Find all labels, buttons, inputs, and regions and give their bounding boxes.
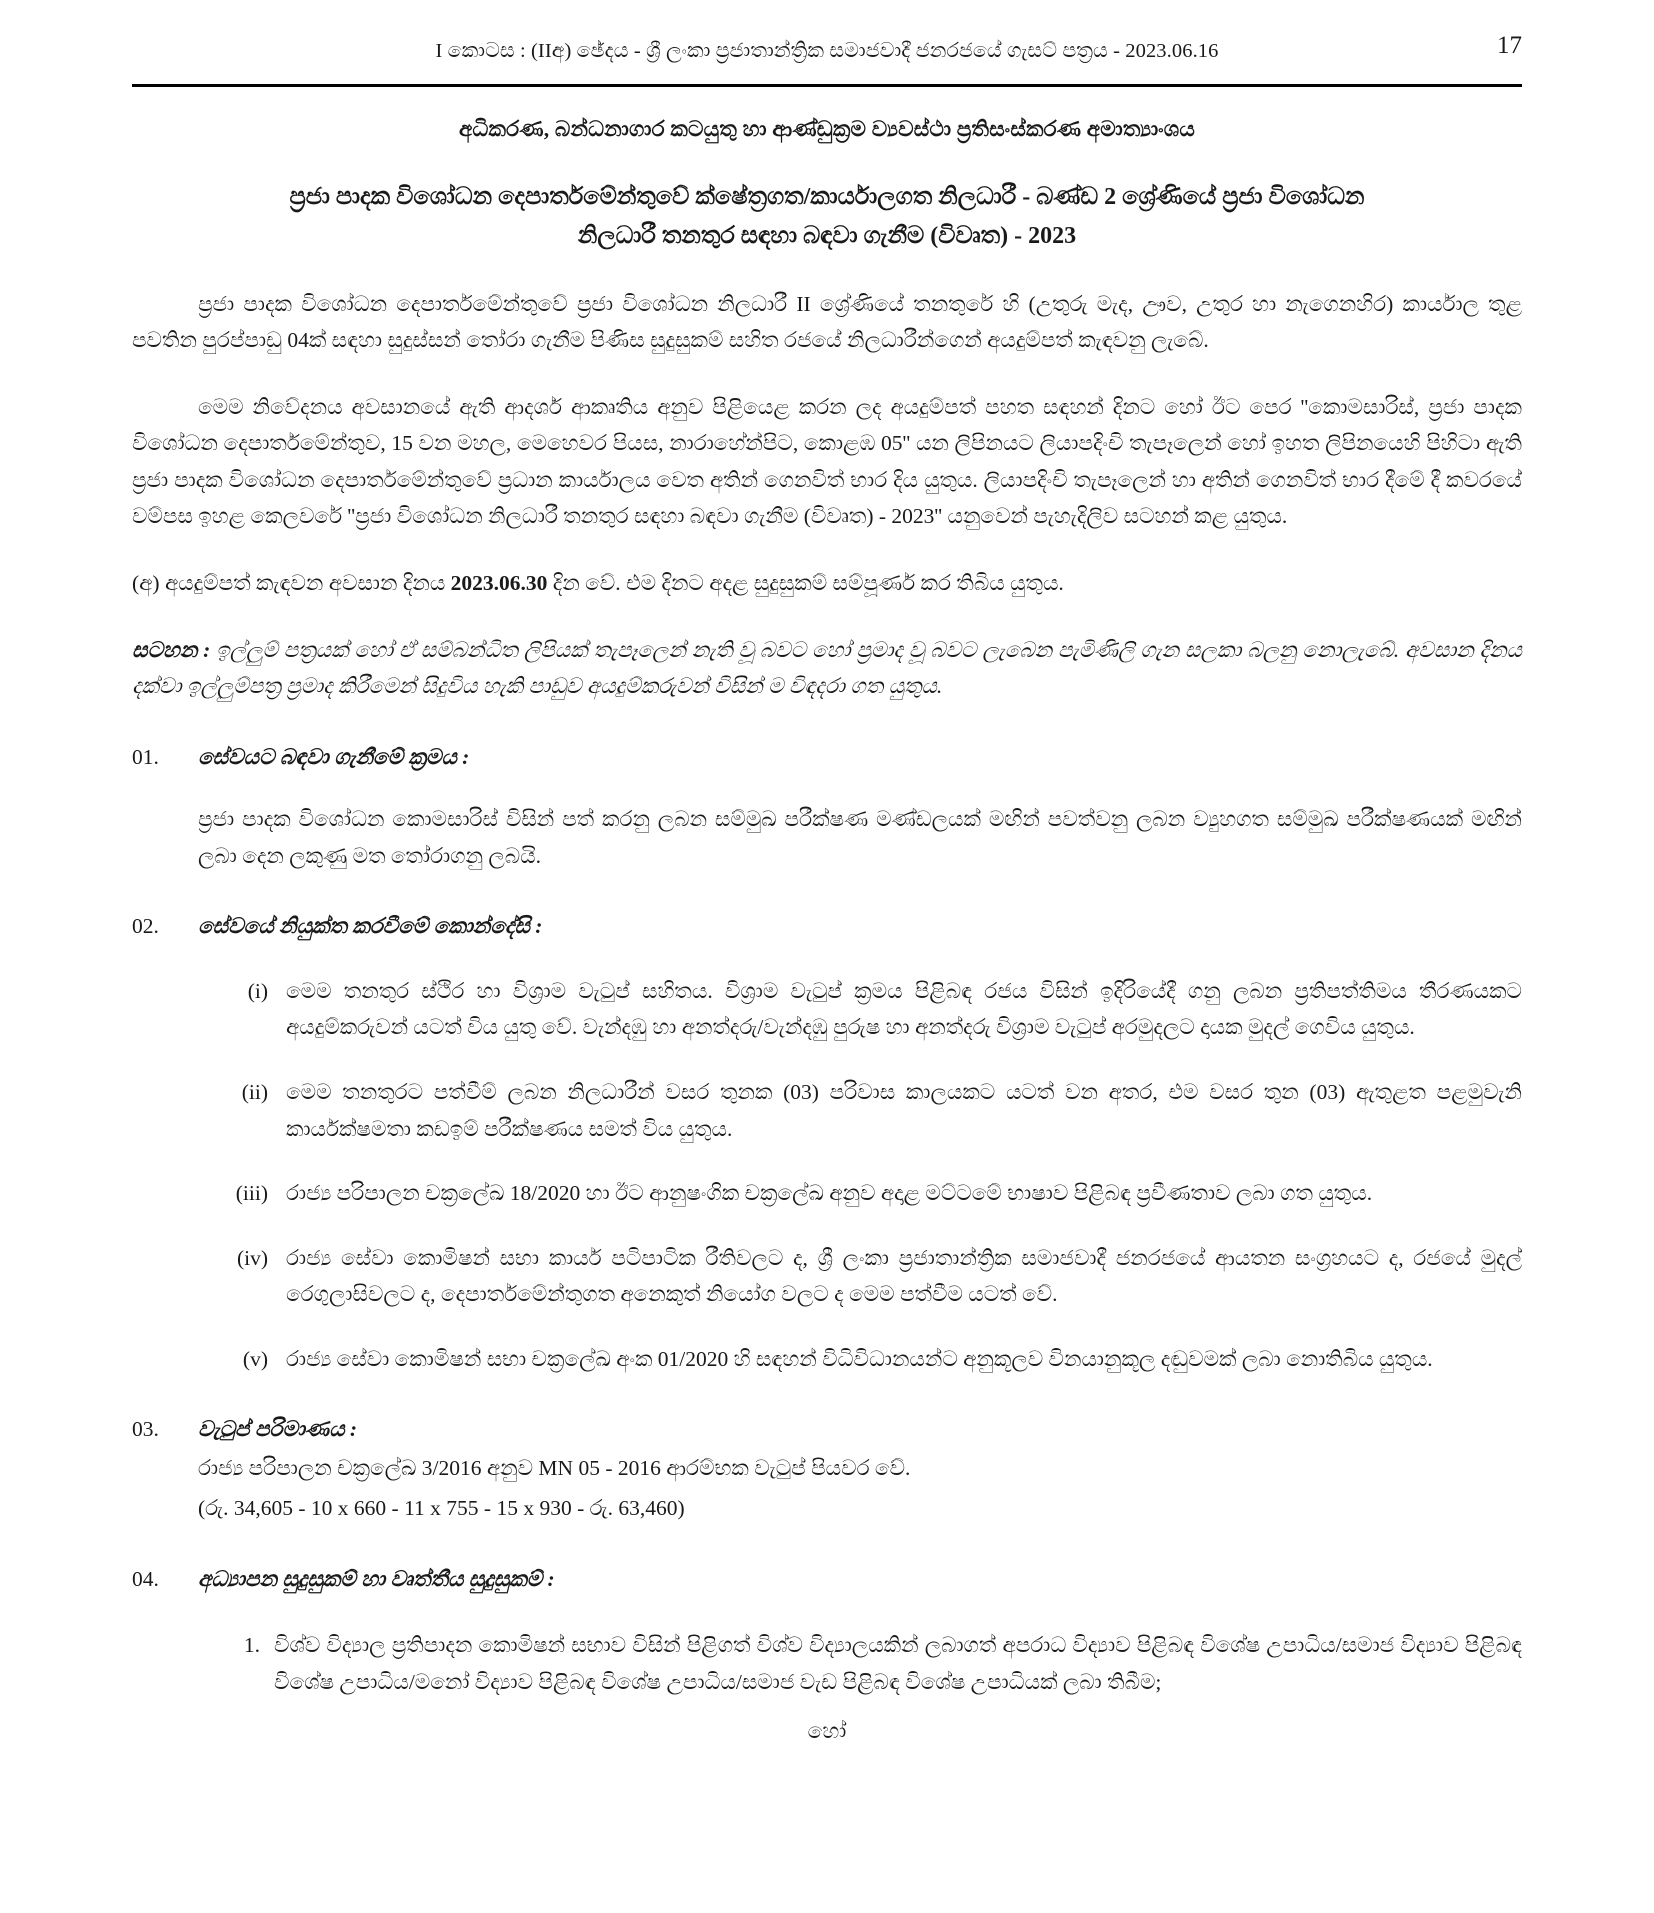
deadline-suffix: දින වේ. එම දිනට අදළ සුදුසුකම් සම්පූර්ණ කර තිබිය යුතුය. xyxy=(547,571,1064,596)
condition-marker-ii: (ii) xyxy=(241,1079,268,1104)
note-paragraph xyxy=(132,632,1522,705)
condition-text-ii: මෙම තනතුරට පත්වීම් ලබන නිලධාරීන් වසර තුනක (03) පරිවාස කාලයකට යටත් වන අතර, එම වසර තුන (03) ඇතුළත පළමුවැනි කාර්යක්ෂමතා කඩඉම් පරීක්ෂණය සමත් විය යුතුය. xyxy=(286,1079,1522,1141)
section-04 xyxy=(132,1561,1522,1598)
list-item xyxy=(228,973,1522,1046)
notice-title xyxy=(132,178,1522,256)
ministry-title: අධිකරණ, බන්ධනාගාර කටයුතු හා ආණ්ඩුක්‍රම ව්‍යවස්ථා ප්‍රතිසංස්කරණ අමාත්‍යාංශය xyxy=(458,117,1196,141)
list-item xyxy=(228,1175,1522,1212)
qualification-text-1: විශ්ව විද්‍යාල ප්‍රතිපාදන කොමිෂන් සභාව විසින් පිළිගත් විශ්ව විද්‍යාලයකින් ලබාගත් අපරාධ විද්‍යාව පිළිබඳ විශේෂ උපාධිය/සමාජ විද්‍යාව පිළිබඳ විශේෂ උපාධිය/මනෝ විද්‍යාව පිළිබඳ විශේෂ උපාධිය/සමාජ වැඩ පිළිබඳ විශේෂ උපාධියක් ලබා තිබීම; xyxy=(274,1633,1522,1694)
note-label: සටහන : xyxy=(132,637,211,662)
section-01-body: ප්‍රජා පාදක විශෝධන කොමසාරිස් විසින් පත් කරනු ලබන සම්මුඛ පරීක්ෂණ මණ්ඩලයක් මඟින් පවත්වනු ලබන ව්‍යුහගත සම්මුඛ පරීක්ෂණයක් මඟින් ලබා දෙන ලකුණු මත තෝරාගනු ලබයි. xyxy=(198,807,1522,868)
section-02-number: 02. xyxy=(132,914,159,939)
condition-marker-iii: (iii) xyxy=(235,1181,268,1206)
header-divider xyxy=(132,84,1522,87)
condition-text-iv: රාජ්‍ය සේවා කොමිෂන් සභා කාර්ය පටිපාටික රීතිවලට ද, ශ්‍රී ලංකා ප්‍රජාතාන්ත්‍රික සමාජවාදී ජනරජයේ ආයතන සංග්‍රහයට ද, රජයේ මුදල් රෙගුලාසිවලට ද, දෙපාර්තමේන්තුගත අනෙකුත් නියෝග වලට ද මෙම පත්වීම යටත් වේ. xyxy=(286,1245,1522,1307)
qualifications-list xyxy=(132,1627,1522,1700)
deadline-prefix: (අ) අයදුම්පත් කැඳවන අවසාන දිනය xyxy=(132,571,451,596)
list-item xyxy=(228,1341,1522,1378)
condition-text-i: මෙම තනතුර ස්ථිර හා විශ්‍රාම වැටුප් සහිතය. විශ්‍රාම වැටුප් ක්‍රමය පිළිබඳ රජය විසින් ඉදිරියේදී ගනු ලබන ප්‍රතිපත්තිමය තීරණයකට අයදුම්කරුවන් යටත් විය යුතු වේ. වැන්දඹු හා අනත්දරු/වැන්දඹු පුරුෂ හා අනත්දරු විශ්‍රාම වැටුප් අරමුදලට දායක මුදල් ගෙවිය යුතුය. xyxy=(286,978,1522,1040)
section-03-heading: වැටුප් පරිමාණය : xyxy=(198,1417,358,1442)
conditions-list xyxy=(132,973,1522,1377)
condition-text-v: රාජ්‍ය සේවා කොමිෂන් සභා චක්‍රලේඛ අංක 01/2020 හි සඳහන් විධිවිධානයන්ට අනුකූලව විනයානුකූල දඬුවමක් ලබා නොතිබිය යුතුය. xyxy=(286,1346,1433,1371)
intro-paragraph-1: ප්‍රජා පාදක විශෝධන දෙපාර්තමේන්තුවේ ප්‍රජා විශෝධන නිලධාරී II ශ්‍රේණියේ තනතුරේ හි (උතුරු මැද, ඌව, උතුර හා නැගෙනහිර) කාර්යාල තුළ පවතින පුරප්පාඩු 04ක් සඳහා සුදුස්සන් තෝරා ගැනීම පිණිස සුදුසුකම් සහිත රජයේ නිලධාරීන්ගෙන් අයදුම්පත් කැඳවනු ලැබේ. xyxy=(132,291,1522,353)
condition-marker-i: (i) xyxy=(247,978,268,1003)
notice-title-line-1: ප්‍රජා පාදක විශෝධන දෙපාර්තමේන්තුවේ ක්ෂේත්‍රගත/කාර්යාලගත නිලධාරී - බණ්ඩ 2 ශ්‍රේණියේ ප්‍රජා විශෝධන xyxy=(289,184,1365,210)
running-head-text: I කොටස : (IIඅ) ඡේදය - ශ්‍රී ලංකා ප්‍රජාතාන්ත්‍රික සමාජවාදී ජනරජයේ ගැසට් පත්‍රය - 2023.06.16 xyxy=(435,39,1219,62)
section-02 xyxy=(132,908,1522,945)
qualification-marker-1: 1. xyxy=(243,1633,260,1658)
condition-marker-iv: (iv) xyxy=(236,1245,268,1270)
salary-step-line: රාජ්‍ය පරිපාලන චක්‍රලේඛ 3/2016 අනුව MN 05 - 2016 ආරම්භක වැටුප් පියවර වේ. xyxy=(198,1455,911,1480)
note-text: ඉල්ලුම් පත්‍රයක් හෝ ඒ සම්බන්ධිත ලිපියක් තැපෑලෙන් නැති වූ බවට හෝ ප්‍රමාද වූ බවට ලැබෙන පැමිණිලි ගැන සලකා බලනු නොලැබේ. අවසාන දිනය දක්වා ඉල්ලුම්පත්‍ර ප්‍රමාද කිරීමෙන් සිදුවිය හැකි පාඩුව අයදුම්කරුවන් විසින් ම විඳදරා ගත යුතුය. xyxy=(132,637,1522,699)
salary-scale-line: (රු. 34,605 - 10 x 660 - 11 x 755 - 15 x 930 - රු. 63,460) xyxy=(198,1496,685,1521)
section-01-number: 01. xyxy=(132,744,159,769)
running-head xyxy=(132,28,1522,74)
section-01-heading: සේවයට බඳවා ගැනීමේ ක්‍රමය : xyxy=(198,744,470,769)
or-connector: හෝ xyxy=(807,1718,847,1743)
list-item xyxy=(228,1240,1522,1313)
section-03 xyxy=(132,1411,1522,1527)
section-02-heading: සේවයේ නියුක්ත කරවීමේ කොන්දේසි : xyxy=(198,914,543,939)
page-number: 17 xyxy=(1497,32,1522,59)
section-01 xyxy=(132,739,1522,875)
section-03-number: 03. xyxy=(132,1417,159,1442)
list-item xyxy=(228,1627,1522,1700)
notice-title-line-2: නිලධාරී තනතුර සඳහා බඳවා ගැනීම (විවෘත) - 2023 xyxy=(577,222,1077,249)
section-04-number: 04. xyxy=(132,1566,159,1591)
section-04-heading: අධ්‍යාපන සුදුසුකම් හා වෘත්තීය සුදුසුකම් : xyxy=(198,1566,555,1591)
condition-text-iii: රාජ්‍ය පරිපාලන චක්‍රලේඛ 18/2020 හා ඊට ආනුෂංගික චක්‍රලේඛ අනුව අදාළ මට්ටමේ භාෂාව පිළිබඳ ප්‍රවීණතාව ලබා ගත යුතුය. xyxy=(286,1181,1373,1206)
condition-marker-v: (v) xyxy=(242,1346,268,1371)
deadline-paragraph xyxy=(132,565,1522,602)
intro-paragraph-2: මෙම නිවේදනය අවසානයේ ඇති ආදර්ශ ආකෘතිය අනුව පිළියෙළ කරන ලද අයදුම්පත් පහත සඳහන් දිනට හෝ ඊට පෙර ''කොමසාරිස්, ප්‍රජා පාදක විශෝධන දෙපාර්තමේන්තුව, 15 වන මහල, මෙහෙවර පියස, නාරාහේන්පිට, කොළඹ 05'' යන ලිපිනයට ලියාපදිංචි තැපෑලෙන් හෝ ඉහත ලිපිනයෙහි පිහිටා ඇති ප්‍රජා පාදක විශෝධන දෙපාර්තමේන්තුවේ ප්‍රධාන කාර්යාලය වෙත අතින් ගෙනවිත් භාර දිය යුතුය. ලියාපදිංචි තැපෑලෙන් හා අතින් ගෙනවිත් භාර දීමේ දී කවරයේ වම්පස ඉහළ කෙලවරේ ''ප්‍රජා විශෝධන නිලධාරී තනතුර සඳහා බඳවා ගැනීම (විවෘත) - 2023'' යනුවෙන් පැහැදිලිව සටහන් කළ යුතුය. xyxy=(132,394,1522,529)
list-item xyxy=(228,1074,1522,1147)
deadline-date: 2023.06.30 xyxy=(450,571,548,596)
